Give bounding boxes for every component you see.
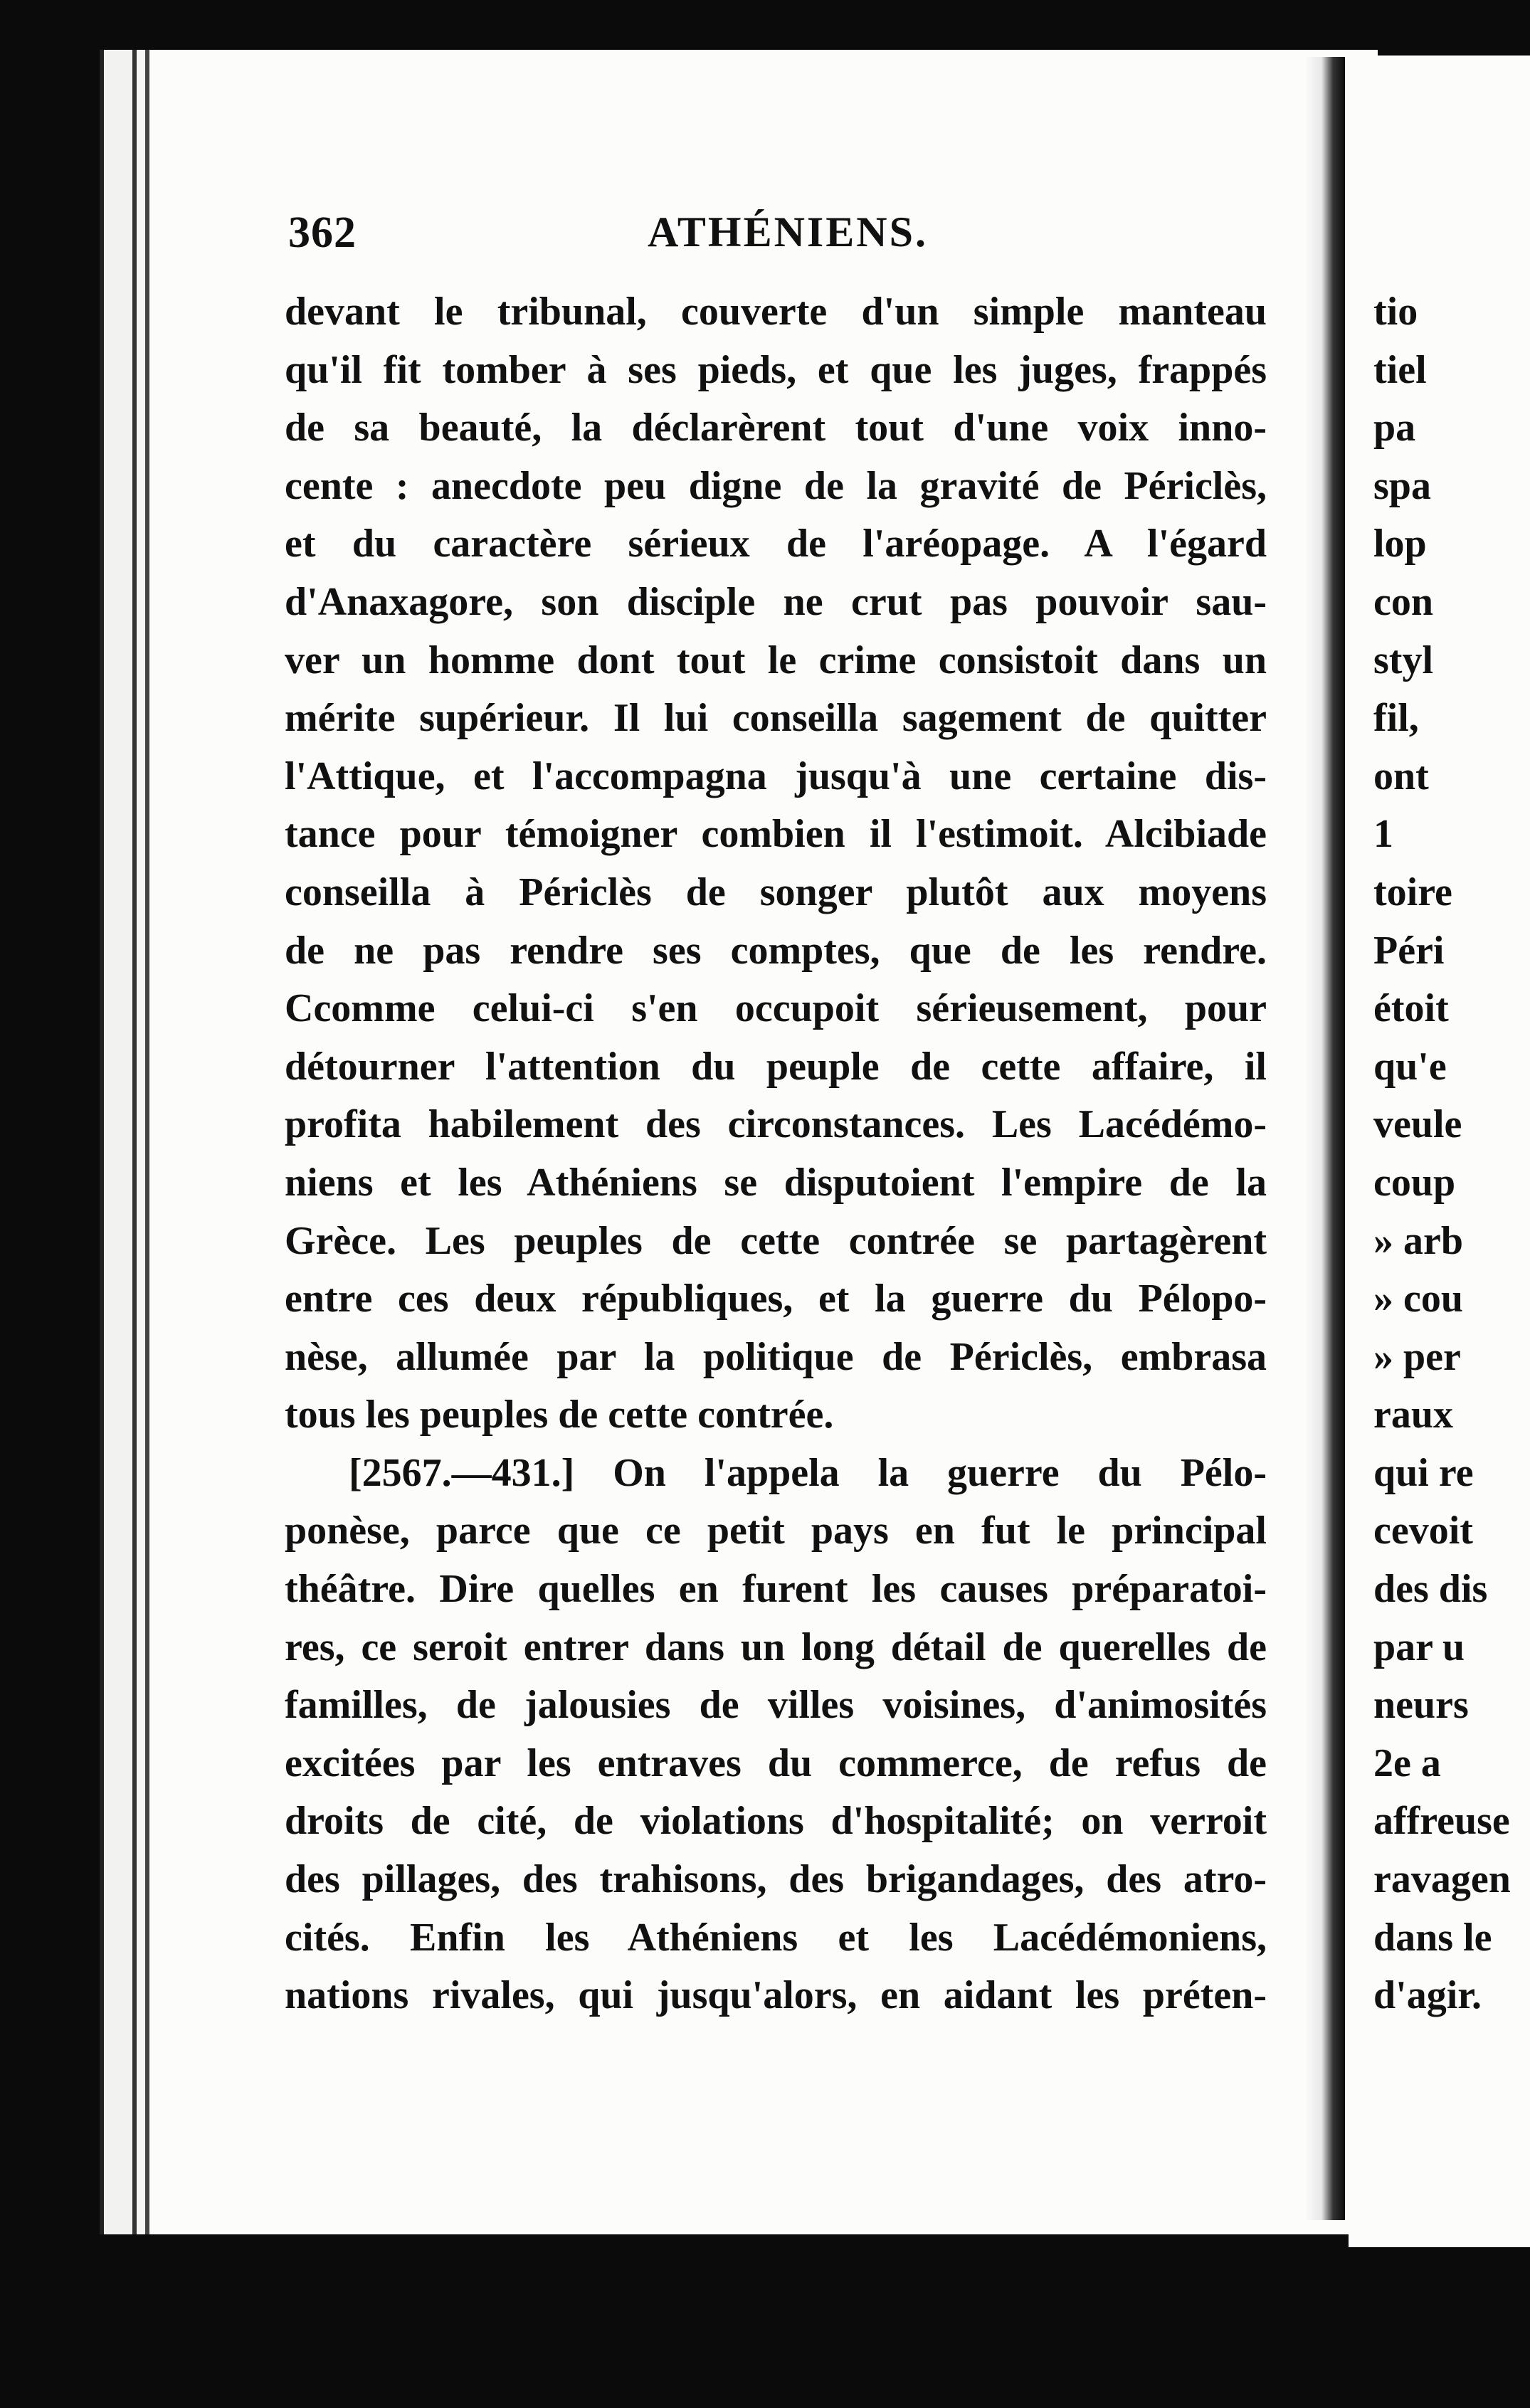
right-page-line-fragment: qu'e (1373, 1044, 1447, 1089)
right-page-line-fragment: spa (1373, 463, 1431, 508)
right-page-line-fragment: des dis (1373, 1567, 1488, 1612)
text-line: de ne pas rendre ses comptes, que de les rendre. (285, 928, 1267, 973)
text-line: nations rivales, qui jusqu'alors, en aidant les préten- (285, 1973, 1267, 2018)
text-line: profita habilement des circonstances. Les Lacédémo- (285, 1102, 1267, 1147)
right-page-text (1349, 283, 1530, 2025)
text-line: res, ce seroit entrer dans un long détail de querelles de (285, 1625, 1267, 1669)
right-page (1349, 56, 1530, 2247)
text-line: Ccomme celui-ci s'en occupoit sérieusement, pour (285, 986, 1267, 1031)
right-page-line-fragment: » arb (1373, 1218, 1463, 1263)
right-page-line-fragment: Péri (1373, 928, 1445, 973)
right-page-line-fragment: par u (1373, 1625, 1465, 1669)
text-line: tance pour témoigner combien il l'estimoit. Alcibiade (285, 812, 1267, 857)
right-page-line-fragment: » cou (1373, 1277, 1463, 1321)
right-page-line-fragment: pa (1373, 406, 1416, 450)
text-line: et du caractère sérieux de l'aréopage. A l'égard (285, 522, 1267, 566)
book-gutter (1306, 57, 1345, 2220)
page-header (288, 208, 1260, 265)
right-page-line-fragment: styl (1373, 638, 1433, 682)
right-page-line-fragment: lop (1373, 522, 1427, 566)
text-line: nèse, allumée par la politique de Périclès, embrasa (285, 1334, 1267, 1379)
page-number: 362 (288, 208, 357, 257)
right-page-line-fragment: con (1373, 579, 1433, 624)
right-page-line-fragment: veule (1373, 1102, 1462, 1147)
right-page-line-fragment: cevoit (1373, 1509, 1473, 1553)
right-page-line-fragment: étoit (1373, 986, 1449, 1031)
right-page-line-fragment: ravagen (1373, 1857, 1511, 1902)
right-page-line-fragment: » per (1373, 1334, 1461, 1379)
right-page-line-fragment: neurs (1373, 1683, 1469, 1728)
right-page-line-fragment: raux (1373, 1393, 1453, 1437)
text-line: ver un homme dont tout le crime consistoit dans un (285, 638, 1267, 682)
text-line: tous les peuples de cette contrée. (285, 1393, 834, 1437)
text-line: ponèse, parce que ce petit pays en fut le principal (285, 1509, 1267, 1553)
text-line: entre ces deux républiques, et la guerre du Pélopo- (285, 1277, 1267, 1321)
right-page-line-fragment: dans le (1373, 1915, 1492, 1960)
right-page-line-fragment: qui re (1373, 1450, 1474, 1495)
text-line: Grèce. Les peuples de cette contrée se partagèrent (285, 1218, 1267, 1263)
right-page-line-fragment: affreuse (1373, 1799, 1510, 1844)
text-line: [2567.—431.] On l'appela la guerre du Pélo- (349, 1450, 1267, 1495)
right-page-line-fragment: tio (1373, 290, 1418, 334)
text-line: d'Anaxagore, son disciple ne crut pas pouvoir sau- (285, 579, 1267, 624)
text-line: détourner l'attention du peuple de cette affaire, il (285, 1044, 1267, 1089)
text-line: théâtre. Dire quelles en furent les causes préparatoi- (285, 1567, 1267, 1612)
text-line: droits de cité, de violations d'hospitalité; on verroit (285, 1799, 1267, 1844)
text-line: cités. Enfin les Athéniens et les Lacédémoniens, (285, 1915, 1267, 1960)
right-page-line-fragment: d'agir. (1373, 1973, 1482, 2018)
text-line: de sa beauté, la déclarèrent tout d'une voix inno- (285, 406, 1267, 450)
text-line: conseilla à Périclès de songer plutôt aux moyens (285, 870, 1267, 914)
text-line: cente : anecdote peu digne de la gravité de Périclès, (285, 463, 1267, 508)
text-line: devant le tribunal, couverte d'un simple manteau (285, 290, 1267, 334)
right-page-line-fragment: ont (1373, 754, 1429, 798)
running-title: ATHÉNIENS. (648, 208, 928, 255)
text-line: niens et les Athéniens se disputoient l'empire de la (285, 1160, 1267, 1205)
body-text (285, 283, 1267, 2025)
right-page-line-fragment: 1 (1373, 812, 1393, 857)
right-page-line-fragment: coup (1373, 1160, 1456, 1205)
right-page-line-fragment: 2e a (1373, 1741, 1441, 1785)
right-page-line-fragment: tiel (1373, 347, 1427, 392)
right-page-line-fragment: toire (1373, 870, 1452, 914)
text-line: mérite supérieur. Il lui conseilla sagement de quitter (285, 696, 1267, 741)
text-line: l'Attique, et l'accompagna jusqu'à une certaine dis- (285, 754, 1267, 798)
text-line: qu'il fit tomber à ses pieds, et que les juges, frappés (285, 347, 1267, 392)
right-page-line-fragment: fil, (1373, 696, 1419, 741)
text-line: des pillages, des trahisons, des brigandages, des atro- (285, 1857, 1267, 1902)
text-line: excitées par les entraves du commerce, de refus de (285, 1741, 1267, 1785)
text-line: familles, de jalousies de villes voisines, d'animosités (285, 1683, 1267, 1728)
